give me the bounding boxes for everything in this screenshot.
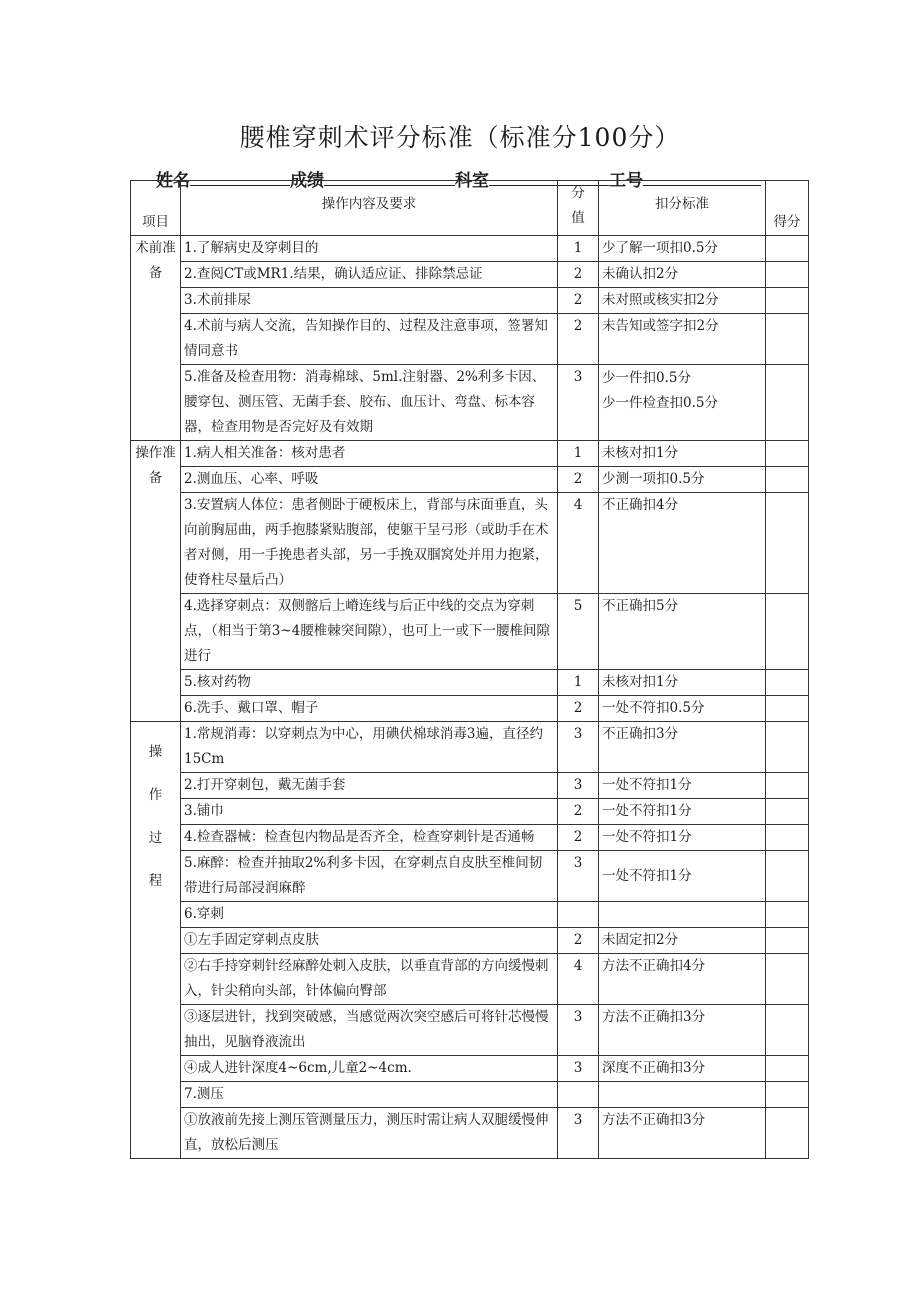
row-score: 4 — [558, 954, 599, 1005]
row-score: 2 — [558, 696, 599, 722]
table-row — [131, 1082, 809, 1108]
row-content: 4.选择穿刺点：双侧髂后上嵴连线与后正中线的交点为穿刺点，（相当于第3~4腰椎棘突间隙），也可上一或下一腰椎间隙进行 — [181, 594, 558, 670]
row-deduct: 未核对扣1分 — [599, 441, 766, 467]
row-score: 2 — [558, 825, 599, 851]
row-score: 2 — [558, 262, 599, 288]
row-deduct: 未确认扣2分 — [599, 262, 766, 288]
section-op-process — [131, 722, 181, 1159]
table-row — [131, 851, 809, 902]
row-got-cell[interactable] — [766, 851, 809, 902]
section-op-process-char: 作 — [148, 787, 163, 803]
row-content: 7.测压 — [181, 1082, 558, 1108]
table-row — [131, 594, 809, 670]
row-content: 5.麻醉：检查并抽取2%利多卡因，在穿刺点自皮肤至椎间韧带进行局部浸润麻醉 — [181, 851, 558, 902]
row-got-cell[interactable] — [766, 670, 809, 696]
row-score: 2 — [558, 314, 599, 365]
header-got: 得分 — [766, 181, 809, 236]
table-row — [131, 696, 809, 722]
table-row — [131, 467, 809, 493]
row-score: 4 — [558, 493, 599, 594]
table-row — [131, 236, 809, 262]
header-score-bottom: 值 — [571, 210, 585, 226]
row-content: 2.测血压、心率、呼吸 — [181, 467, 558, 493]
id-label: 工号 — [609, 171, 643, 191]
row-score: 1 — [558, 670, 599, 696]
row-got-cell[interactable] — [766, 288, 809, 314]
row-score: 2 — [558, 799, 599, 825]
row-content: 4.检查器械：检查包内物品是否齐全，检查穿刺针是否通畅 — [181, 825, 558, 851]
row-got-cell[interactable] — [766, 493, 809, 594]
row-content: 1.了解病史及穿刺目的 — [181, 236, 558, 262]
row-got-cell[interactable] — [766, 799, 809, 825]
row-content: ①左手固定穿刺点皮肤 — [181, 928, 558, 954]
row-content: 1.常规消毒：以穿刺点为中心，用碘伏棉球消毒3遍，直径约15Cm — [181, 722, 558, 773]
row-content: ②右手持穿刺针经麻醉处刺入皮肤，以垂直背部的方向缓慢刺入，针尖稍向头部，针体偏向臀部 — [181, 954, 558, 1005]
row-got-cell[interactable] — [766, 314, 809, 365]
row-got-cell[interactable] — [766, 722, 809, 773]
section-op-process-char: 过 — [148, 830, 163, 846]
section-prep-op: 操作准备 — [131, 441, 181, 722]
row-deduct-line-2: 少一件检查扣0.5分 — [602, 395, 718, 411]
row-got-cell[interactable] — [766, 696, 809, 722]
row-deduct: 方法不正确扣4分 — [599, 954, 766, 1005]
row-content: ③逐层进针，找到突破感，当感觉两次突空感后可将针芯慢慢抽出，见脑脊液流出 — [181, 1005, 558, 1056]
table-row — [131, 670, 809, 696]
row-score: 3 — [558, 1005, 599, 1056]
row-deduct: 一处不符扣0.5分 — [599, 696, 766, 722]
row-score: 2 — [558, 467, 599, 493]
row-content: ①放液前先接上测压管测量压力，测压时需让病人双腿缓慢伸直，放松后测压 — [181, 1108, 558, 1159]
row-got-cell[interactable] — [766, 594, 809, 670]
score-label: 成绩 — [290, 171, 324, 191]
row-score: 3 — [558, 773, 599, 799]
table-row — [131, 288, 809, 314]
row-deduct: 不正确扣5分 — [599, 594, 766, 670]
table-row — [131, 954, 809, 1005]
header-row — [131, 181, 809, 236]
dept-label: 科室 — [455, 171, 489, 191]
row-score: 3 — [558, 851, 599, 902]
table-row — [131, 365, 809, 441]
row-content: 6.穿刺 — [181, 902, 558, 928]
row-deduct: 不正确扣3分 — [599, 722, 766, 773]
row-got-cell[interactable] — [766, 825, 809, 851]
table-row — [131, 928, 809, 954]
scoring-table — [130, 180, 809, 1159]
row-got-cell[interactable] — [766, 773, 809, 799]
row-content: 4.术前与病人交流，告知操作目的、过程及注意事项，签署知情同意书 — [181, 314, 558, 365]
row-got-cell[interactable] — [766, 365, 809, 441]
row-deduct: 不正确扣4分 — [599, 493, 766, 594]
row-deduct: 一处不符扣1分 — [599, 851, 766, 902]
page-title: 腰椎穿刺术评分标准（标准分100分） — [239, 123, 681, 152]
row-deduct — [599, 902, 766, 928]
row-got-cell[interactable] — [766, 467, 809, 493]
table-row — [131, 799, 809, 825]
table-row — [131, 441, 809, 467]
header-item: 项目 — [131, 181, 181, 236]
section-op-process-char: 操 — [148, 744, 163, 760]
header-score — [558, 181, 599, 236]
row-deduct — [599, 1082, 766, 1108]
row-score: 1 — [558, 441, 599, 467]
row-content: 5.核对药物 — [181, 670, 558, 696]
row-score — [558, 902, 599, 928]
row-deduct: 未核对扣1分 — [599, 670, 766, 696]
row-score: 3 — [558, 722, 599, 773]
table-row — [131, 825, 809, 851]
row-deduct: 未告知或签字扣2分 — [599, 314, 766, 365]
row-got-cell[interactable] — [766, 902, 809, 928]
table-row — [131, 262, 809, 288]
name-label: 姓名 — [156, 171, 190, 191]
row-deduct: 一处不符扣1分 — [599, 799, 766, 825]
row-content: ④成人进针深度4~6cm,儿童2~4cm. — [181, 1056, 558, 1082]
row-deduct: 方法不正确扣3分 — [599, 1005, 766, 1056]
row-content: 2.打开穿刺包，戴无菌手套 — [181, 773, 558, 799]
row-got-cell[interactable] — [766, 954, 809, 1005]
row-got-cell[interactable] — [766, 928, 809, 954]
row-score: 3 — [558, 1056, 599, 1082]
row-content: 2.查阅CT或MR1.结果，确认适应证、排除禁忌证 — [181, 262, 558, 288]
row-score: 5 — [558, 594, 599, 670]
row-deduct: 一处不符扣1分 — [599, 825, 766, 851]
row-content: 3.术前排尿 — [181, 288, 558, 314]
table-row — [131, 773, 809, 799]
row-deduct: 一处不符扣1分 — [599, 773, 766, 799]
row-deduct: 未固定扣2分 — [599, 928, 766, 954]
row-score: 2 — [558, 928, 599, 954]
row-got-cell[interactable] — [766, 236, 809, 262]
table-row — [131, 1005, 809, 1056]
row-score: 3 — [558, 365, 599, 441]
row-deduct: 少了解一项扣0.5分 — [599, 236, 766, 262]
row-deduct: 深度不正确扣3分 — [599, 1056, 766, 1082]
table-row — [131, 493, 809, 594]
row-deduct: 方法不正确扣3分 — [599, 1108, 766, 1159]
row-content: 1.病人相关准备：核对患者 — [181, 441, 558, 467]
row-content: 3.铺巾 — [181, 799, 558, 825]
row-deduct — [599, 365, 766, 441]
row-deduct: 少测一项扣0.5分 — [599, 467, 766, 493]
header-deduct: 扣分标准 — [599, 181, 766, 236]
row-deduct-line: 少一件扣0.5分 — [602, 370, 691, 386]
row-score — [558, 1082, 599, 1108]
table-row — [131, 1056, 809, 1082]
row-got-cell[interactable] — [766, 1056, 809, 1082]
row-content: 3.安置病人体位：患者侧卧于硬板床上，背部与床面垂直，头向前胸屈曲，两手抱膝紧贴腹部，使躯干呈弓形（或助手在术者对侧，用一手挽患者头部，另一手挽双腘窝处并用力抱紧，使脊柱尽量后凸） — [181, 493, 558, 594]
row-got-cell[interactable] — [766, 1082, 809, 1108]
section-prep-before: 术前准备 — [131, 236, 181, 441]
table-row — [131, 722, 809, 773]
row-score: 1 — [558, 236, 599, 262]
row-content: 5.准备及检查用物：消毒棉球、5ml.注射器、2%利多卡因、腰穿包、测压管、无菌手套、胶布、血压计、弯盘、标本容器，检查用物是否完好及有效期 — [181, 365, 558, 441]
row-got-cell[interactable] — [766, 1005, 809, 1056]
row-score: 2 — [558, 288, 599, 314]
table-row — [131, 902, 809, 928]
header-score-top: 分 — [571, 185, 585, 201]
table-row — [131, 314, 809, 365]
section-op-process-char: 程 — [148, 873, 163, 889]
row-content: 6.洗手、戴口罩、帽子 — [181, 696, 558, 722]
row-got-cell[interactable] — [766, 441, 809, 467]
row-got-cell[interactable] — [766, 262, 809, 288]
row-score: 3 — [558, 1108, 599, 1159]
row-got-cell[interactable] — [766, 1108, 809, 1159]
header-content: 操作内容及要求 — [181, 181, 558, 236]
table-row — [131, 1108, 809, 1159]
row-deduct: 未对照或核实扣2分 — [599, 288, 766, 314]
